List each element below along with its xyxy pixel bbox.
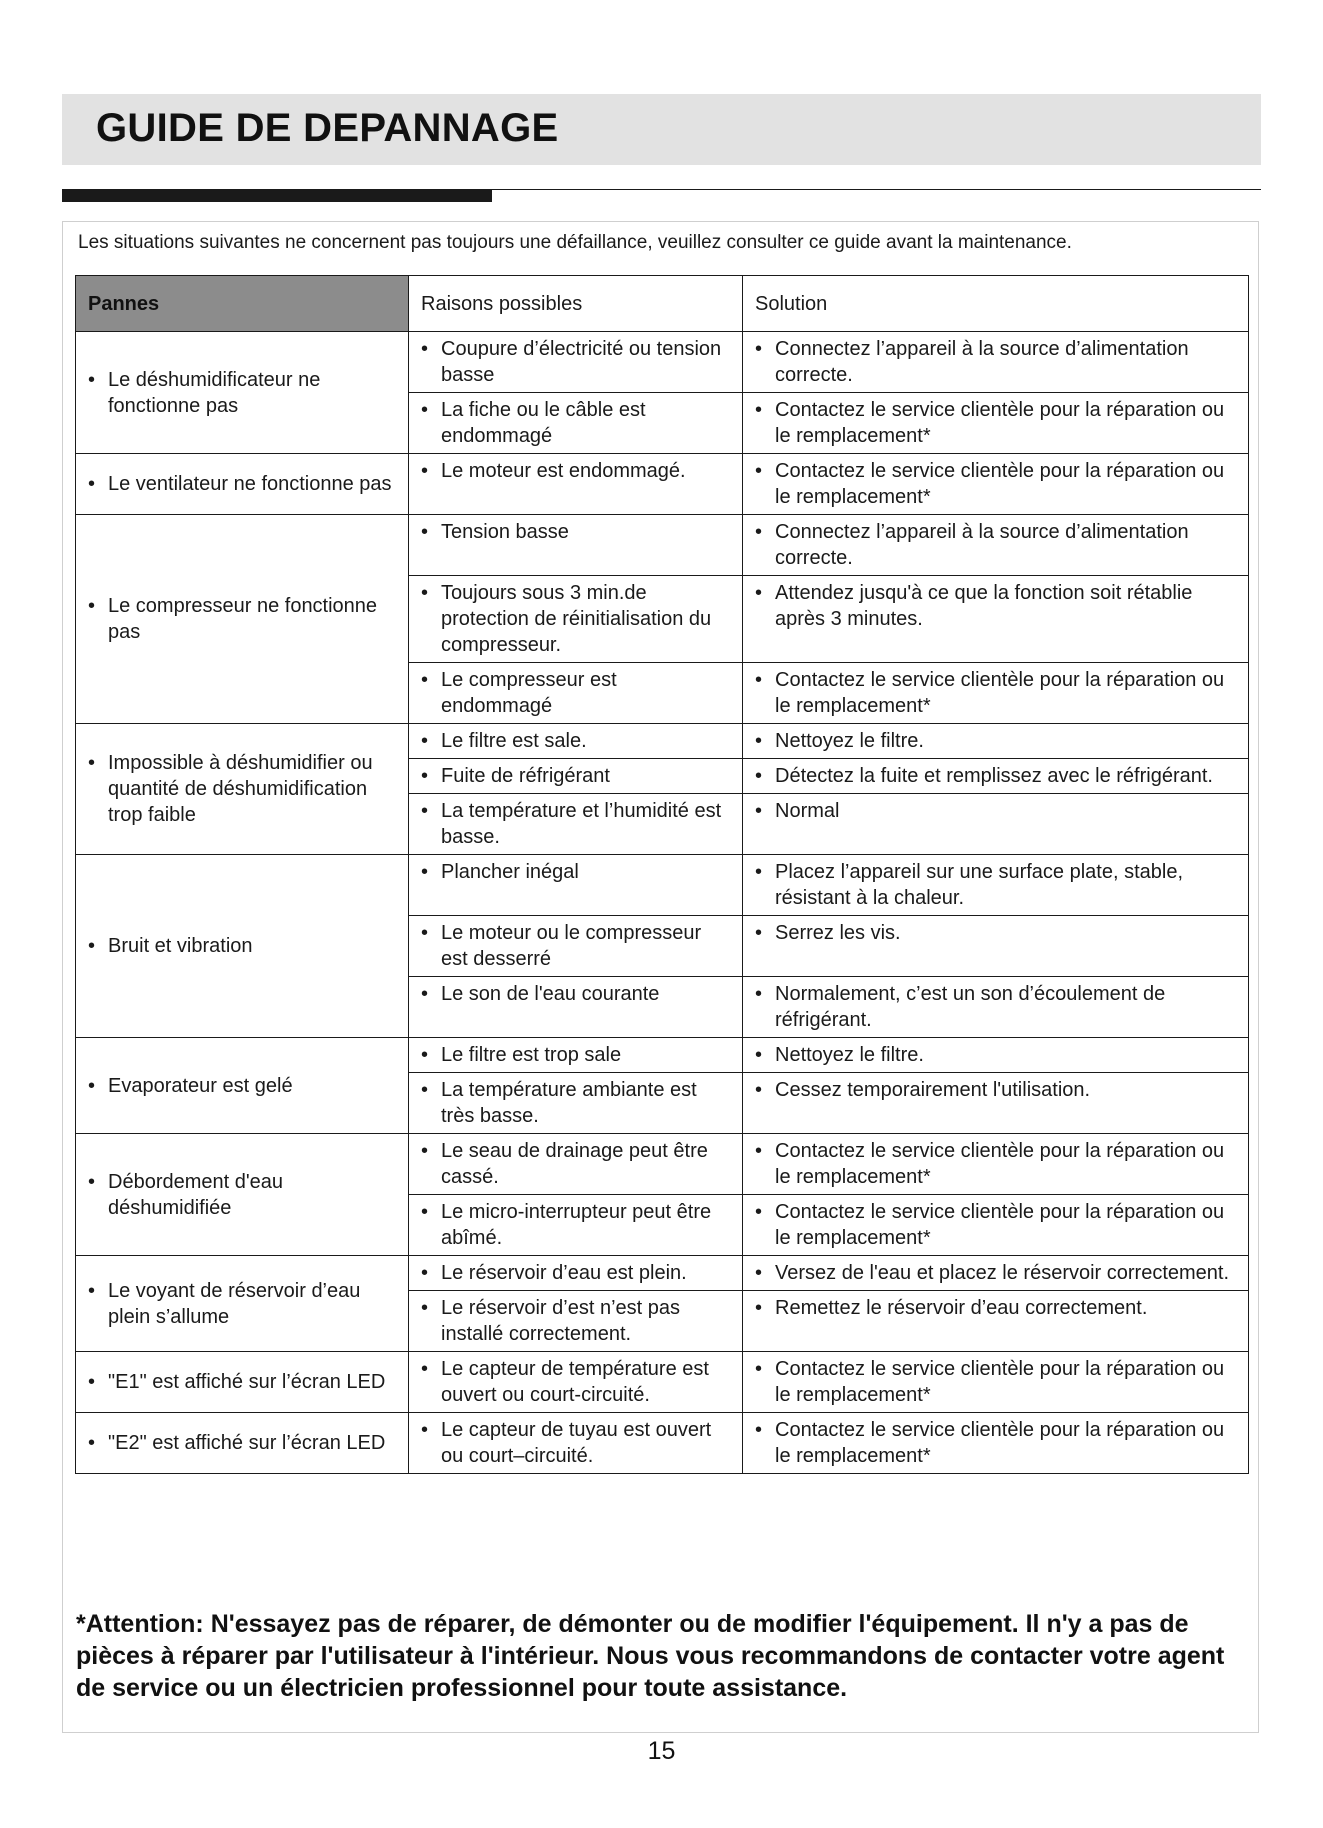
solution-cell (743, 759, 1249, 794)
table-row (76, 1038, 1249, 1073)
bullet-icon: • (421, 730, 429, 752)
fault-cell-text: Le ventilateur ne fonctionne pas (108, 473, 392, 495)
table-row (76, 1413, 1249, 1474)
bullet-icon: • (421, 1297, 429, 1319)
bullet-icon: • (421, 922, 429, 944)
reason-cell (409, 794, 743, 855)
title-bar (62, 94, 1261, 165)
solution-cell-text: Contactez le service clientèle pour la réparation ou le remplacement* (775, 399, 1225, 447)
reason-cell-text: Le réservoir d’eau est plein. (441, 1262, 687, 1284)
bullet-icon: • (421, 800, 429, 822)
table-row (76, 724, 1249, 759)
solution-cell-text: Nettoyez le filtre. (775, 730, 924, 752)
solution-cell (743, 1352, 1249, 1413)
bullet-icon: • (755, 582, 763, 604)
reason-cell (409, 1134, 743, 1195)
solution-cell-text: Connectez l’appareil à la source d’alimentation correcte. (775, 521, 1189, 569)
solution-cell (743, 663, 1249, 724)
reason-cell-text: La température ambiante est très basse. (441, 1079, 697, 1127)
fault-cell-text: Le voyant de réservoir d’eau plein s’allume (108, 1279, 361, 1328)
reason-cell-text: Le moteur est endommagé. (441, 460, 686, 482)
bullet-icon: • (755, 521, 763, 543)
solution-cell-text: Contactez le service clientèle pour la réparation ou le remplacement* (775, 1140, 1225, 1188)
table-row (76, 454, 1249, 515)
fault-cell (76, 855, 409, 1038)
reason-cell (409, 1352, 743, 1413)
solution-cell-text: Contactez le service clientèle pour la réparation ou le remplacement* (775, 1419, 1225, 1467)
solution-cell (743, 454, 1249, 515)
table-body (76, 332, 1249, 1474)
page-title: GUIDE DE DEPANNAGE (96, 106, 559, 150)
reason-cell-text: Le filtre est sale. (441, 730, 587, 752)
solution-cell-text: Nettoyez le filtre. (775, 1044, 924, 1066)
reason-cell (409, 663, 743, 724)
reason-cell-text: Plancher inégal (441, 861, 579, 883)
solution-cell (743, 1195, 1249, 1256)
solution-cell-text: Versez de l'eau et placez le réservoir correctement. (775, 1262, 1230, 1284)
bullet-icon: • (755, 669, 763, 691)
fault-cell-text: Bruit et vibration (108, 935, 253, 957)
solution-cell (743, 855, 1249, 916)
solution-cell-text: Attendez jusqu'à ce que la fonction soit rétablie après 3 minutes. (775, 582, 1193, 630)
bullet-icon: • (88, 1074, 96, 1097)
solution-cell (743, 1038, 1249, 1073)
bullet-icon: • (88, 752, 96, 774)
reason-cell-text: Le micro-interrupteur peut être abîmé. (441, 1201, 712, 1249)
bullet-icon: • (421, 338, 429, 360)
bullet-icon: • (421, 1140, 429, 1162)
bullet-icon: • (421, 983, 429, 1005)
table-row (76, 1352, 1249, 1413)
solution-cell (743, 1413, 1249, 1474)
bullet-icon: • (421, 1419, 429, 1441)
fault-cell (76, 1352, 409, 1413)
solution-cell (743, 393, 1249, 454)
fault-cell (76, 332, 409, 454)
bullet-icon: • (88, 1371, 96, 1393)
solution-cell-text: Cessez temporairement l'utilisation. (775, 1079, 1091, 1101)
solution-cell (743, 916, 1249, 977)
bullet-icon: • (755, 460, 763, 482)
bullet-icon: • (755, 1262, 763, 1284)
reason-cell (409, 1038, 743, 1073)
fault-cell (76, 724, 409, 855)
bullet-icon: • (88, 368, 96, 391)
fault-cell-text: Débordement d'eau déshumidifiée (108, 1170, 284, 1219)
table-row (76, 855, 1249, 916)
table-row (76, 1256, 1249, 1291)
bullet-icon: • (88, 473, 96, 495)
fault-cell-text: Evaporateur est gelé (108, 1074, 293, 1097)
reason-cell (409, 332, 743, 393)
bullet-icon: • (88, 935, 96, 957)
fault-cell-text: "E1" est affiché sur l’écran LED (108, 1371, 386, 1393)
reason-cell-text: Le réservoir d’est n’est pas installé correctement. (441, 1297, 681, 1345)
bullet-icon: • (755, 922, 763, 944)
solution-cell-text: Normal (775, 800, 840, 822)
reason-cell (409, 1413, 743, 1474)
solution-cell-text: Remettez le réservoir d’eau correctement. (775, 1297, 1148, 1319)
bullet-icon: • (88, 1279, 96, 1302)
solution-cell-text: Contactez le service clientèle pour la réparation ou le remplacement* (775, 1358, 1225, 1406)
fault-cell (76, 1134, 409, 1256)
table-row (76, 332, 1249, 393)
bullet-icon: • (755, 1419, 763, 1441)
solution-cell (743, 332, 1249, 393)
reason-cell-text: Le capteur de température est ouvert ou court-circuité. (441, 1358, 709, 1406)
reason-cell-text: Le seau de drainage peut être cassé. (441, 1140, 708, 1188)
solution-cell (743, 1256, 1249, 1291)
bullet-icon: • (755, 800, 763, 822)
reason-cell (409, 1291, 743, 1352)
bullet-icon: • (755, 1297, 763, 1319)
header-faults: Pannes (76, 276, 409, 332)
reason-cell-text: Le filtre est trop sale (441, 1044, 622, 1066)
reason-cell-text: La température et l’humidité est basse. (441, 800, 722, 848)
fault-cell-text: Le déshumidificateur ne fonctionne pas (108, 368, 321, 417)
bullet-icon: • (755, 1079, 763, 1101)
table-row (76, 1134, 1249, 1195)
solution-cell (743, 977, 1249, 1038)
troubleshooting-table (75, 275, 1249, 1474)
header-solution: Solution (743, 276, 1249, 332)
reason-cell (409, 916, 743, 977)
fault-cell-text: Impossible à déshumidifier ou quantité de déshumidification trop faible (108, 752, 373, 826)
bullet-icon: • (421, 861, 429, 883)
reason-cell-text: Tension basse (441, 521, 569, 543)
bullet-icon: • (421, 1044, 429, 1066)
solution-cell-text: Connectez l’appareil à la source d’alimentation correcte. (775, 338, 1189, 386)
fault-cell (76, 454, 409, 515)
fault-cell (76, 515, 409, 724)
bullet-icon: • (755, 1358, 763, 1380)
solution-cell (743, 1073, 1249, 1134)
bullet-icon: • (755, 861, 763, 883)
solution-cell (743, 515, 1249, 576)
bullet-icon: • (755, 1201, 763, 1223)
reason-cell (409, 724, 743, 759)
reason-cell-text: La fiche ou le câble est endommagé (441, 399, 646, 447)
solution-cell-text: Serrez les vis. (775, 922, 901, 944)
solution-cell-text: Contactez le service clientèle pour la réparation ou le remplacement* (775, 460, 1225, 508)
bullet-icon: • (421, 460, 429, 482)
table-header-row (76, 276, 1249, 332)
reason-cell (409, 393, 743, 454)
reason-cell-text: Fuite de réfrigérant (441, 765, 610, 787)
bullet-icon: • (88, 1432, 96, 1454)
fault-cell (76, 1413, 409, 1474)
solution-cell-text: Contactez le service clientèle pour la réparation ou le remplacement* (775, 1201, 1225, 1249)
solution-cell (743, 1291, 1249, 1352)
reason-cell (409, 454, 743, 515)
reason-cell (409, 1256, 743, 1291)
reason-cell-text: Le son de l'eau courante (441, 983, 660, 1005)
reason-cell-text: Le capteur de tuyau est ouvert ou court–circuité. (441, 1419, 712, 1467)
header-rule-thick (62, 190, 492, 202)
reason-cell (409, 855, 743, 916)
bullet-icon: • (88, 595, 96, 617)
bullet-icon: • (421, 1262, 429, 1284)
solution-cell (743, 724, 1249, 759)
table-row (76, 515, 1249, 576)
solution-cell-text: Placez l’appareil sur une surface plate, stable, résistant à la chaleur. (775, 861, 1184, 909)
solution-cell-text: Détectez la fuite et remplissez avec le réfrigérant. (775, 765, 1213, 787)
header-reasons: Raisons possibles (409, 276, 743, 332)
bullet-icon: • (755, 1044, 763, 1066)
page-number: 15 (647, 1737, 676, 1765)
reason-cell-text: Le compresseur est endommagé (441, 669, 617, 717)
bullet-icon: • (88, 1170, 96, 1193)
fault-cell-text: Le compresseur ne fonctionne pas (108, 595, 378, 643)
intro-text: Les situations suivantes ne concernent pas toujours une défaillance, veuillez consulter ce guide avant la maintenance. (78, 232, 1072, 253)
reason-cell-text: Le moteur ou le compresseur est desserré (441, 922, 702, 970)
bullet-icon: • (755, 983, 763, 1005)
reason-cell (409, 759, 743, 794)
reason-cell (409, 1073, 743, 1134)
attention-note: *Attention: N'essayez pas de réparer, de démonter ou de modifier l'équipement. Il n'y a pas de pièces à réparer par l'utilisateur à l'intérieur. Nous vous recommandons de contacter votre agent de service ou un électricien professionnel pour toute assistance. (76, 1610, 1225, 1702)
bullet-icon: • (421, 1358, 429, 1380)
solution-cell (743, 794, 1249, 855)
bullet-icon: • (421, 399, 429, 421)
solution-cell (743, 1134, 1249, 1195)
solution-cell-text: Normalement, c’est un son d’écoulement de réfrigérant. (775, 983, 1166, 1031)
bullet-icon: • (755, 765, 763, 787)
bullet-icon: • (421, 1079, 429, 1101)
reason-cell (409, 1195, 743, 1256)
solution-cell (743, 576, 1249, 663)
reason-cell (409, 977, 743, 1038)
reason-cell-text: Coupure d’électricité ou tension basse (441, 338, 722, 386)
fault-cell (76, 1256, 409, 1352)
bullet-icon: • (421, 1201, 429, 1223)
solution-cell-text: Contactez le service clientèle pour la réparation ou le remplacement* (775, 669, 1225, 717)
bullet-icon: • (421, 765, 429, 787)
bullet-icon: • (755, 1140, 763, 1162)
bullet-icon: • (755, 730, 763, 752)
reason-cell-text: Toujours sous 3 min.de protection de réinitialisation du compresseur. (441, 582, 712, 656)
bullet-icon: • (421, 669, 429, 691)
reason-cell (409, 576, 743, 663)
fault-cell (76, 1038, 409, 1134)
reason-cell (409, 515, 743, 576)
fault-cell-text: "E2" est affiché sur l’écran LED (108, 1432, 386, 1454)
bullet-icon: • (421, 582, 429, 604)
bullet-icon: • (755, 338, 763, 360)
bullet-icon: • (421, 521, 429, 543)
bullet-icon: • (755, 399, 763, 421)
